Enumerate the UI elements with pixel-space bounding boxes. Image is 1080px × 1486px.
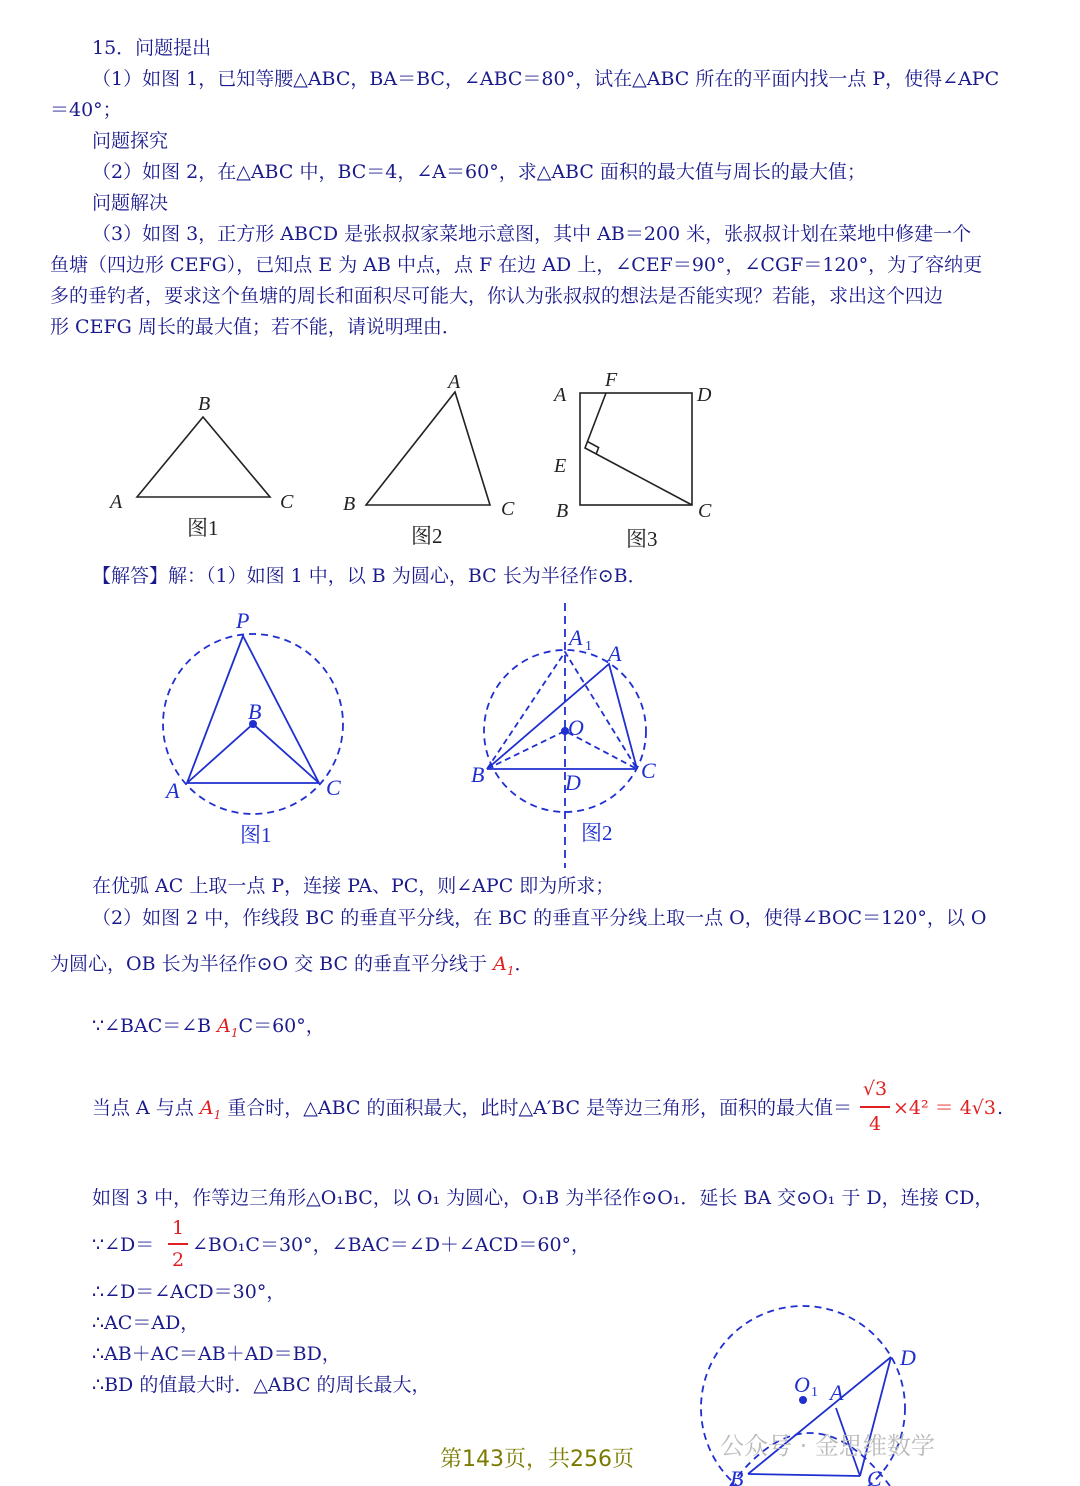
half-num: 1 — [171, 1217, 185, 1239]
fig3-label-c: C — [698, 500, 712, 522]
solution-line-2: 在优弧 AC 上取一点 P，连接 PA、PC，则∠APC 即为所求； — [92, 875, 615, 897]
fig3-label-a: A — [554, 384, 567, 406]
problem-line-8: 鱼塘（四边形 CEFG），已知点 E 为 AB 中点，点 F 在边 AD 上，∠CEF＝90°，∠CGF＝120°，为了容纳更 — [50, 254, 983, 276]
label-a1-sub: 1 — [585, 639, 592, 654]
solution-line-4: 为圆心，OB 长为半径作⊙O 交 BC 的垂直平分线于 $A_1$． — [50, 953, 534, 978]
half-bar — [168, 1243, 188, 1245]
fig3-label-d: D — [697, 384, 712, 406]
fig3-label-e: E — [554, 455, 567, 477]
a1-red-3-sub: 1 — [213, 1107, 222, 1122]
problem-line-10: 形 CEFG 周长的最大值；若不能，请说明理由． — [50, 316, 461, 338]
a1-red-3 — [199, 1097, 222, 1122]
fig2-triangle — [366, 392, 490, 505]
problem-line-2: （1）如图 1，已知等腰△ABC，BA＝BC，∠ABC＝80°，试在△ABC 所在的平面内找一点 P，使得∠APC — [92, 68, 1000, 90]
problem-line-1: 15．问题提出 — [92, 37, 212, 59]
fig1-caption: 图1 — [187, 516, 219, 540]
problem-line-5: （2）如图 2，在△ABC 中，BC＝4，∠A＝60°，求△ABC 面积的最大值与周长的最大值； — [92, 161, 866, 183]
solution-line-9: ∴∠D＝∠ACD＝30°， — [92, 1281, 286, 1303]
label-a-fig2: A — [608, 641, 622, 666]
a1-red-2-letter: A — [217, 1015, 231, 1037]
fig2-caption: 图2 — [411, 524, 443, 548]
fig1-triangle — [137, 417, 270, 497]
label-c-fig2: C — [641, 758, 656, 783]
fig1-label-a: A — [110, 491, 123, 513]
solution-line-1-text: 解：（1）如图 1 中，以 B 为圆心，BC 长为半径作⊙B． — [168, 565, 647, 587]
section-solve: 问题解决 — [92, 192, 169, 214]
area-fraction-den: 4 — [868, 1113, 882, 1135]
a1-red-letter: A — [493, 953, 507, 975]
sol-fig2-caption: 图2 — [581, 821, 613, 845]
fig3-square — [580, 393, 692, 505]
solution-line-8b: ∠BO₁C＝30°，∠BAC＝∠D＋∠ACD＝60°， — [192, 1234, 591, 1256]
fig3-label-f: F — [605, 369, 618, 391]
a1-red — [493, 953, 515, 978]
label-o: O — [568, 715, 584, 740]
label-a1: A — [569, 625, 583, 650]
a1-red-sub: 1 — [506, 963, 515, 978]
solution-line-6b: 重合时，△ABC 的面积最大，此时△A′BC 是等边三角形，面积的最大值＝ — [227, 1097, 853, 1119]
a1-red-2-sub: 1 — [230, 1025, 239, 1040]
label-b-fig2: B — [471, 762, 485, 787]
period: . — [997, 1097, 1004, 1119]
label-a: A — [166, 778, 180, 803]
fig3-quad — [585, 393, 692, 505]
label-d-3: D — [900, 1345, 916, 1370]
solution-line-5b: C＝60°， — [238, 1015, 325, 1037]
solution-line-4-text: 为圆心，OB 长为半径作⊙O 交 BC 的垂直平分线于 — [50, 953, 488, 975]
fig2-label-c: C — [501, 498, 515, 520]
solution-line-11: ∴AB＋AC＝AB＋AD＝BD， — [92, 1343, 341, 1365]
solution-line-3: （2）如图 2 中，作线段 BC 的垂直平分线，在 BC 的垂直平分线上取一点 O，使得∠BOC＝120°，以 O — [92, 907, 987, 929]
area-fraction-rest: ×4² ＝ 4√3 — [893, 1097, 996, 1119]
label-p: P — [236, 608, 250, 633]
watermark: 公众号 · 金思维数学 — [720, 1432, 935, 1460]
problem-line-3: ＝40°； — [50, 99, 122, 121]
half-den: 2 — [171, 1249, 185, 1271]
segment-bc-3 — [748, 1474, 860, 1476]
fig2-label-a: A — [448, 371, 461, 393]
label-b-3: B — [730, 1466, 744, 1486]
fig3-caption: 图3 — [626, 527, 658, 551]
fig2-label-b: B — [343, 493, 356, 515]
solution-figures-top — [0, 598, 1080, 878]
problem-figures — [0, 360, 1080, 560]
fig1-label-c: C — [280, 491, 294, 513]
answer-tag: 【解答】 — [92, 565, 169, 587]
center-o1-dot — [799, 1396, 807, 1404]
label-o1: O — [794, 1372, 810, 1397]
solution-line-6 — [92, 1096, 852, 1127]
solution-line-5a: ∵∠BAC＝∠B — [92, 1015, 212, 1037]
fig1-label-b: B — [198, 393, 211, 415]
solution-line-6a: 当点 A 与点 — [92, 1097, 194, 1119]
solution-line-7: 如图 3 中，作等边三角形△O₁BC，以 O₁ 为圆心，O₁B 为半径作⊙O₁．延长 BA 交⊙O₁ 于 D，连接 CD， — [92, 1187, 994, 1209]
label-a-3: A — [830, 1380, 844, 1405]
problem-line-9: 多的垂钓者，要求这个鱼塘的周长和面积尽可能大，你认为张叔叔的想法是否能实现？若能，求出这个四边 — [50, 285, 944, 307]
a1-red-3-letter: A — [199, 1097, 214, 1119]
sol-fig1-caption: 图1 — [240, 823, 272, 847]
area-fraction-bar — [860, 1106, 890, 1108]
solution-line-5 — [92, 1014, 325, 1045]
solution-line-8: ∵∠D＝ — [92, 1234, 155, 1256]
section-explore: 问题探究 — [92, 130, 169, 152]
label-b-center: B — [248, 699, 262, 724]
label-o1-sub: 1 — [811, 1385, 818, 1400]
label-c-3: C — [867, 1466, 882, 1486]
triangle-abc — [487, 664, 637, 769]
label-d: D — [565, 770, 581, 795]
problem-line-7: （3）如图 3，正方形 ABCD 是张叔叔家菜地示意图，其中 AB＝200 米，张叔叔计划在菜地中修建一个 — [92, 223, 972, 245]
fig3-label-b: B — [556, 500, 569, 522]
a1-red-2 — [217, 1015, 239, 1040]
triangle-a1bc — [487, 652, 637, 769]
label-c: C — [326, 775, 341, 800]
solution-line-12: ∴BD 的值最大时．△ABC 的周长最大， — [92, 1374, 431, 1396]
area-fraction-num: √3 — [862, 1078, 888, 1100]
solution-line-1 — [92, 564, 647, 588]
page-number: 第143页，共256页 — [440, 1447, 634, 1472]
solution-line-10: ∴AC＝AD， — [92, 1312, 200, 1334]
